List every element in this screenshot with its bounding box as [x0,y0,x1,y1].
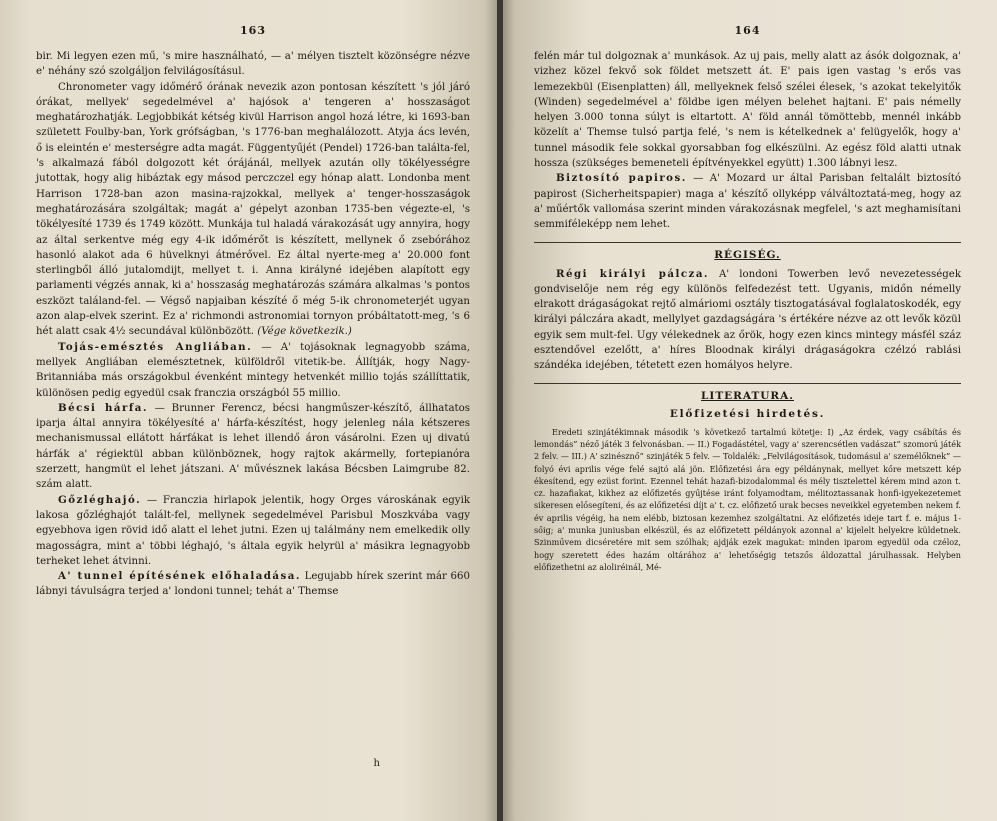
advertisement-paragraph: Eredeti szinjátékimnak második 's következő tartalmú kötetje: I) „Az érdek, vagy csábítás és lemondás” néző játék 3 felvonásban. — II.) Fogadástétel, vagy a' szerencsétlen vadászat” szomorú játék 2 felv. — III.) A' szinésznő” szinjáték 5 felv. — Toldalék: „Felvilágosítások, tudomásul a' személőknek” — folyó évi aprilis vége felé sajtó alá jön. Előfizetési ára egy példánynak, mellyet kőre metszett kép ékesítend, egy ezüst forint. Ezennel tehát hazafi-bizodalommal és mély tisztelettel kérem mind azon t. cz. hazafiakat, kikhez az előfizetés gyűjtése iránt folyamodtam, mélitoztassanak honfi-igyekezetemet sikeresen elősegíteni, és az előfizetési díjt a' t. cz. előfizető urak becses neveikkel egyetemben nekem f. év aprilis végéig, ha nem elébb, biztosan kezemhez szolgáltatni. Az előfizetés ideje tart f. e. május 1-sőig; a' munka juniusban elkészül, és az előfizetett példányok azonnal a' kijelelt helyekre küldetnek. Szinművem dicséretére mit sem szólhak; ajdják ezek magukat: minden iparom egyedül oda czéloz, hogy szeretett édes hazám oltárához a' lehetőségig tetszős áldozattal járulhassak. Helyben előfizethetni az aloliréinál, Mé- [534,426,961,572]
paragraph [534,267,961,374]
right-page [500,0,997,821]
paragraph [36,80,470,340]
section-heading: LITERATURA. [701,389,794,402]
page-number: 164 [734,24,761,37]
paragraph-text: A' londoni Towerben levő nevezetességek gondviselője nem rég egy különös felfedezést tett. Ugyanis, midőn némelly elrakott drágaságokat rejtő almáriomi osztály tisztogatásával foglalatoskodék, egy királyi pálczára akadt, mellylyet gazdagságára 's értékére nézve az ott levők közül egyik sem mult-fel. Ugy vélekednek az őrök, hogy ezen kincs mintegy másfél száz esztendővel ezelőtt, a' híres Bloodnak királyi drágaságokra czélzó rablási szándéka idejében, tétetett ezen homályos helyre. [534,268,961,372]
paragraph-text: felén már tul dolgoznak a' munkások. Az uj pais, melly alatt az ásók dolgoznak, a' vizhez közel fekvő sok földet metszett át. E' pais igen vastag 's erős vas lemezekbül (Eisenplatten) áll, mellyeknek felső szélei élesek, 's azokat tekelyitők (Winden) segedelmével a' földbe igen mélyen belehet hajtani. E' pais némelly helyen 3.000 tonna súlyt is eltartott. A' föld annál tömöttebb, mennél inkább közelít a' Themse tulsó partja felé, 's nem is kételkednek a' felügyelők, hogy a' tunnel második fele sokkal gyorsabban fog elkészülni. Az egész föld alatti utnak hossza (szükséges bemeneteli építvényekkel együtt) 1.300 lábnyi lesz. [534,51,961,170]
book-gutter [497,0,503,821]
article-title: Bécsi hárfa. [58,401,148,414]
inline-note: (Vége következik.) [254,326,352,338]
paragraph [534,171,961,232]
section-divider [534,383,961,384]
section-heading: RÉGISÉG. [714,248,781,261]
paragraph [36,340,470,401]
advertisement-text [534,426,961,574]
article-title: Gőzléghajó. [58,493,142,506]
article-title: Régi királyi pálcza. [556,267,709,280]
paragraph [36,401,470,493]
section-subheading: Előfizetési hirdetés. [669,407,826,420]
right-page-text [534,49,961,420]
catchword: h [373,758,380,769]
article-title: Biztosító papiros. [556,172,687,185]
article-title: A' tunnel építésének előhaladása. [58,570,301,583]
paragraph-text: bir. Mi legyen ezen mű, 's mire használható, — a' mélyen tisztelt közönségre nézve e' néhány szó szolgáljon felvilágosításul. [36,51,470,78]
paragraph-text: — Franczia hirlapok jelentik, hogy Orges városkának egyik lakosa gőzléghajót talált-fel, mellynek segedelmével Parisbul Moszkvába vagy egyebhova igen rövid idő alatt el lehet jutni. Ezen uj találmány nem emelkedik olly magosságra, mint a' többi léghajó, 's általa egyik helyrül a' másikra legnagyobb terheket lehet átvinni. [36,494,470,567]
article-title: Tojás-emésztés Angliában. [58,340,253,353]
paragraph [36,49,470,80]
paragraph-text: Legujabb hírek szerint már 660 lábnyi távulságra terjed a' londoni tunnel; tehát a' Themse [36,571,470,598]
paragraph [36,493,470,569]
page-number: 163 [240,24,266,37]
paragraph [534,49,961,171]
paragraph-text: — A' tojásoknak legnagyobb száma, mellyek Angliában elemésztetnek, külföldről vitetik-be. Állítják, hogy Nagy-Britanniába más országokbul évenként mintegy hetvenkét millio tojás szállíttatik, különösen pedig egyedül csak franczia országból 55 millio. [36,341,470,399]
left-page-text [36,49,470,600]
paragraph-text: — A' Mozard ur által Parisban feltalált biztosító papirost (Sicherheitspapier) maga a' készítő ollyképp válváltoztatá-meg, hogy az a' műértők vallomása szerint minden várakozásnak megfelel, 's azt meghamisítani semmiféleképp nem lehet. [534,173,961,231]
section-divider [534,242,961,243]
paragraph [36,569,470,600]
paragraph-text: Chronometer vagy időmérő órának nevezik azon pontosan készített 's jól járó órákat, mellyek' segedelmével a' hajósok a' tengeren a' hosszaságot meghatározhatják. Legjobbikát kétség kivül Harrison angol hozá létre, ki 1693-ban született Foulby-ban, York grófságban, 's 1776-ban meghalálozott. Atyja ács levén, ő is eleintén e' mesterségre adta magát. Függentyűjét (Pendel) 1726-ban találta-fel, 's alkalmazá fából dolgozott két órájánál, mellyek azután olly tökélyességre jutottak, hogy alig hibáztak egy másod perczczel egy hónap alatt. Londonba ment Harrison 1728-ban azon masina-rajzokkal, mellyek a' tenger-hosszaságok meghatározására szolgáltak; magát a' gépelyt azonban 1735-ben végezte-el, 's tökélyesíté 1739 és 1749 között. Munkája tul haladá várakozását ugy annyira, hogy az által serkentve még egy 4-ik időmérőt is készített, mellynek ő zsebórához hasonló alakot ada 6 hüvelknyi átmérővel. Ez által nyerte-meg a' 20.000 font sterlingből álló jutalomdijt, mellyet t. i. Anna királyné idejében alapított egy parlamenti végzés annak, ki a' hosszaság meghatározás számára alkalmas 's pontos eszközt találand-fel. — Végső napjaiban készíté ő még 5-ik chronometerjét ugyan azon alap-elvek szerint. Ez a' richmondi astronomiai tornyon próbáltatott-meg, 's 6 hét alatt csak 4½ secundával különbözött. [36,81,470,338]
paragraph-text: — Brunner Ferencz, bécsi hangműszer-készítő, állhatatos iparja által annyira tökélyesíté a' hárfa-készítést, hogy jelenleg nála kétszeres mechanismussal ellátott hárfákat is lehet illendő áron vásárolni. Ezen uj divatú hárfák a' régiektül abban különböznek, hogy rajtok akármelly, fortepianóra szerzett, hangmüt el lehet játszani. A' művésznek lakása Bécsben Laimgrube 82. szám alatt. [36,402,471,491]
